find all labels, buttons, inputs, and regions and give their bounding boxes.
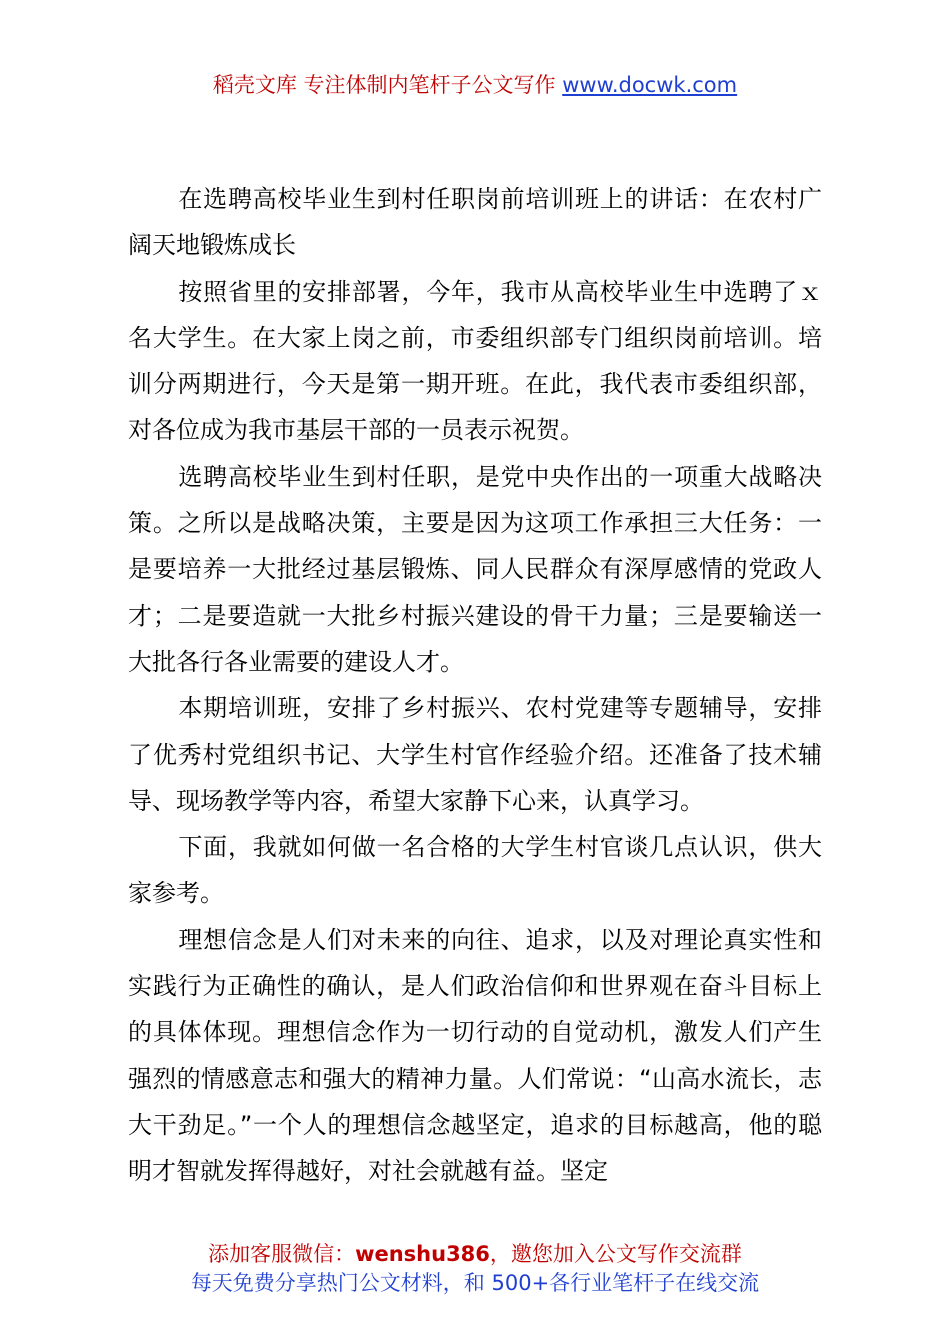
paragraph-3: 本期培训班，安排了乡村振兴、农村党建等专题辅导，安排了优秀村党组织书记、大学生村官作经验介绍。还准备了技术辅导、现场教学等内容，希望大家静下心来，认真学习。 <box>128 694 822 815</box>
footer-contact-line <box>0 1240 950 1269</box>
footer-contact-prefix: 添加客服微信： <box>208 1242 356 1266</box>
header-brand: 稻壳文库 专注体制内笔杆子公文写作 <box>212 73 563 97</box>
paragraph-4: 下面，我就如何做一名合格的大学生村官谈几点认识，供大家参考。 <box>128 833 822 908</box>
header-url-link[interactable]: www.docwk.com <box>562 73 738 97</box>
footer-contact-suffix: ，邀您加入公文写作交流群 <box>489 1242 742 1266</box>
footer-wechat-id: wenshu386 <box>355 1242 490 1266</box>
paragraph-1: 按照省里的安排部署，今年，我市从高校毕业生中选聘了ｘ名大学生。在大家上岗之前，市委组织部专门组织岗前培训。培训分两期进行，今天是第一期开班。在此，我代表市委组织部，对各位成为我市基层干部的一员表示祝贺。 <box>128 277 822 445</box>
paragraph-2: 选聘高校毕业生到村任职，是党中央作出的一项重大战略决策。之所以是战略决策，主要是因为这项工作承担三大任务：一是要培养一大批经过基层锻炼、同人民群众有深厚感情的党政人才；二是要造就一大批乡村振兴建设的骨干力量；三是要输送一大批各行各业需要的建设人才。 <box>128 462 822 676</box>
page-header <box>0 70 950 100</box>
document-body <box>128 176 822 1195</box>
footer-share-line: 每天免费分享热门公文材料，和 500+各行业笔杆子在线交流 <box>190 1271 760 1295</box>
paragraph-5: 理想信念是人们对未来的向往、追求，以及对理论真实性和实践行为正确性的确认，是人们政治信仰和世界观在奋斗目标上的具体体现。理想信念作为一切行动的自觉动机，激发人们产生强烈的情感意志和强大的精神力量。人们常说：“山高水流长，志大干劲足。”一个人的理想信念越坚定，追求的目标越高，他的聪明才智就发挥得越好，对社会就越有益。坚定 <box>128 925 822 1186</box>
document-title: 在选聘高校毕业生到村任职岗前培训班上的讲话：在农村广阔天地锻炼成长 <box>128 185 822 260</box>
page-footer <box>0 1240 950 1298</box>
